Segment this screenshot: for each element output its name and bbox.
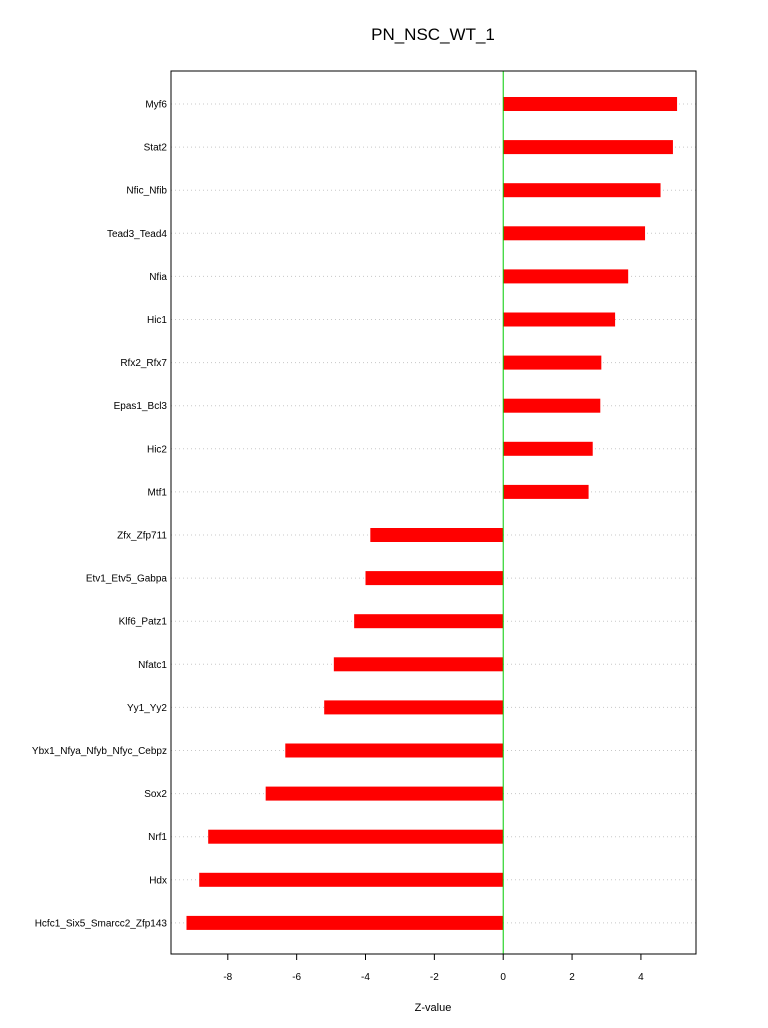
bar-klf6-patz1: [354, 614, 503, 628]
x-tick-label: 4: [638, 972, 644, 983]
x-tick-label: -8: [223, 972, 233, 983]
bars: [186, 97, 677, 930]
category-label: Hic1: [146, 315, 167, 326]
bar-nfic-nfib: [503, 183, 660, 197]
x-tick-label: -4: [361, 972, 370, 983]
category-labels: [32, 100, 168, 930]
category-label: Nfic_Nfib: [126, 185, 167, 197]
bar-hic2: [503, 442, 593, 456]
bar-nfatc1: [334, 657, 503, 671]
bar-tead3-tead4: [503, 226, 645, 240]
chart-title: PN_NSC_WT_1: [371, 25, 495, 44]
category-label: Epas1_Bcl3: [113, 401, 167, 413]
bar-epas1-bcl3: [503, 399, 600, 413]
bar-yy1-yy2: [324, 700, 503, 714]
category-label: Ybx1_Nfya_Nfyb_Nfyc_Cebpz: [31, 746, 167, 757]
bar-zfx-zfp711: [370, 528, 503, 542]
x-tick-label: 2: [569, 972, 575, 983]
bar-ybx1-nfya-nfyb-nfyc-cebpz: [285, 744, 503, 758]
x-axis: [223, 954, 644, 983]
category-label: Rfx2_Rfx7: [120, 358, 167, 370]
category-label: Etv1_Etv5_Gabpa: [85, 573, 167, 585]
category-label: Hcfc1_Six5_Smarcc2_Zfp143: [34, 918, 167, 930]
bar-hcfc1-six5-smarcc2-zfp143: [186, 916, 503, 930]
bar-sox2: [266, 787, 504, 801]
x-tick-label: 0: [500, 972, 506, 983]
category-label: Nfatc1: [138, 659, 167, 671]
category-label: Zfx_Zfp711: [117, 530, 167, 542]
bar-rfx2-rfx7: [503, 356, 601, 370]
plot-frame: [171, 71, 696, 954]
x-tick-label: -2: [429, 972, 439, 983]
bar-stat2: [503, 140, 673, 154]
bar-nrf1: [208, 830, 503, 844]
category-label: Hdx: [149, 875, 167, 887]
bar-myf6: [503, 97, 677, 111]
category-label: Nrf1: [148, 832, 167, 844]
category-label: Tead3_Tead4: [106, 228, 167, 240]
bar-hic1: [503, 313, 615, 327]
bar-mtf1: [503, 485, 588, 499]
category-label: Stat2: [143, 142, 167, 154]
x-axis-label: Z-value: [414, 1002, 452, 1014]
bar-hdx: [199, 873, 503, 887]
category-label: Hic2: [146, 444, 167, 456]
category-label: Mtf1: [147, 487, 167, 499]
bar-nfia: [503, 269, 628, 283]
category-label: Yy1_Yy2: [126, 702, 167, 714]
category-label: Myf6: [145, 99, 167, 111]
x-tick-label: -6: [292, 972, 302, 983]
category-label: Klf6_Patz1: [118, 616, 167, 628]
category-label: Nfia: [149, 271, 167, 283]
bar-etv1-etv5-gabpa: [366, 571, 504, 585]
category-label: Sox2: [144, 789, 167, 801]
